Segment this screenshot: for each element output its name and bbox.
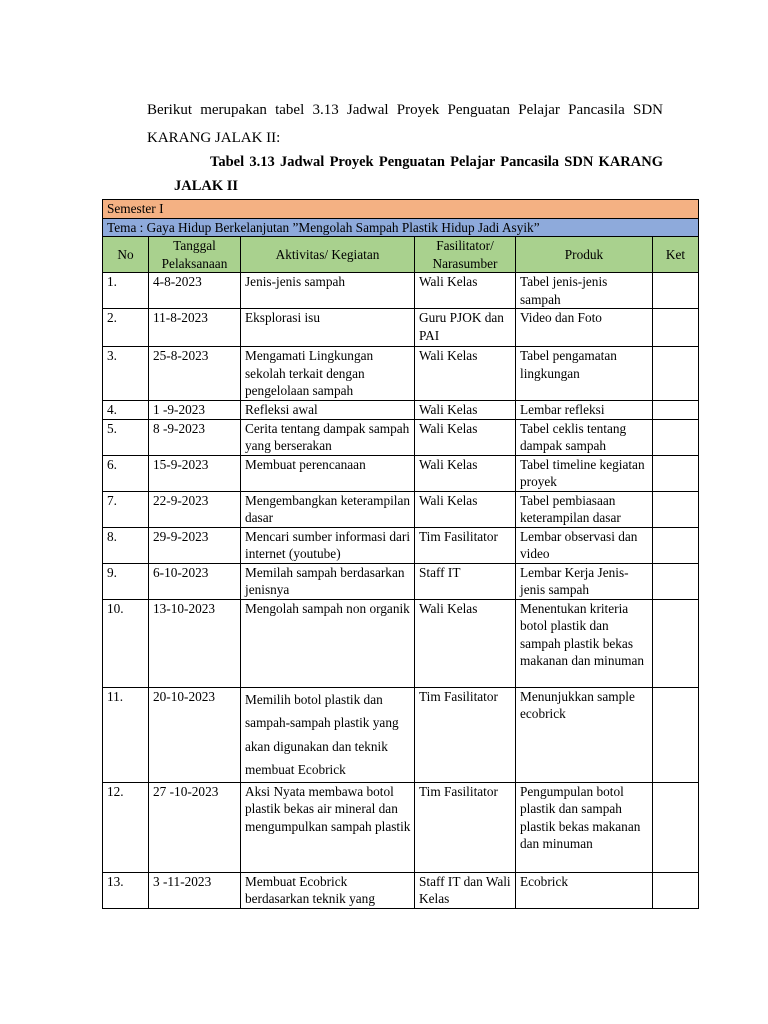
- cell-aktivitas: Mengamati Lingkungan sekolah terkait dengan pengelolaan sampah: [241, 347, 415, 401]
- cell-fasilitator: Wali Kelas: [415, 491, 516, 527]
- cell-fasilitator: Wali Kelas: [415, 455, 516, 491]
- cell-tanggal: 22-9-2023: [149, 491, 241, 527]
- cell-produk: Lembar refleksi: [516, 401, 653, 420]
- cell-no: 6.: [103, 455, 149, 491]
- cell-produk: Tabel timeline kegiatan proyek: [516, 455, 653, 491]
- cell-ket: [653, 347, 699, 401]
- cell-tanggal: 15-9-2023: [149, 455, 241, 491]
- cell-ket: [653, 563, 699, 599]
- cell-tanggal: 27 -10-2023: [149, 782, 241, 872]
- cell-produk: Menentukan kriteria botol plastik dan sampah plastik bekas makanan dan minuman: [516, 599, 653, 687]
- cell-aktivitas: Membuat Ecobrick berdasarkan teknik yang: [241, 872, 415, 908]
- cell-tanggal: 3 -11-2023: [149, 872, 241, 908]
- cell-no: 4.: [103, 401, 149, 420]
- cell-ket: [653, 491, 699, 527]
- cell-fasilitator: Tim Fasilitator: [415, 687, 516, 782]
- cell-no: 5.: [103, 419, 149, 455]
- table-row: [103, 491, 699, 527]
- cell-ket: [653, 599, 699, 687]
- cell-ket: [653, 419, 699, 455]
- cell-tanggal: 13-10-2023: [149, 599, 241, 687]
- cell-no: 3.: [103, 347, 149, 401]
- cell-fasilitator: Tim Fasilitator: [415, 527, 516, 563]
- cell-aktivitas: Membuat perencanaan: [241, 455, 415, 491]
- table-row: [103, 273, 699, 309]
- cell-tanggal: 25-8-2023: [149, 347, 241, 401]
- table-row: [103, 309, 699, 347]
- cell-ket: [653, 687, 699, 782]
- cell-ket: [653, 309, 699, 347]
- table-caption: [174, 150, 663, 198]
- cell-no: 1.: [103, 273, 149, 309]
- semester-cell: Semester I: [103, 200, 699, 219]
- cell-produk: Tabel pengamatan lingkungan: [516, 347, 653, 401]
- intro-line-1: Berikut merupakan tabel 3.13 Jadwal Proyek Penguatan Pelajar Pancasila SDN: [147, 102, 663, 118]
- cell-aktivitas: Eksplorasi isu: [241, 309, 415, 347]
- cell-produk: Tabel pembiasaan keterampilan dasar: [516, 491, 653, 527]
- cell-no: 7.: [103, 491, 149, 527]
- cell-aktivitas: Mencari sumber informasi dari internet (youtube): [241, 527, 415, 563]
- cell-no: 11.: [103, 687, 149, 782]
- tema-row: [103, 218, 699, 237]
- cell-no: 13.: [103, 872, 149, 908]
- table-row: [103, 687, 699, 782]
- header-produk: Produk: [516, 237, 653, 273]
- semester-row: [103, 200, 699, 219]
- cell-tanggal: 29-9-2023: [149, 527, 241, 563]
- table-row: [103, 599, 699, 687]
- schedule-table: [102, 199, 699, 909]
- cell-aktivitas: Mengembangkan keterampilan dasar: [241, 491, 415, 527]
- header-fasilitator: Fasilitator/ Narasumber: [415, 237, 516, 273]
- table-row: [103, 419, 699, 455]
- cell-aktivitas: Refleksi awal: [241, 401, 415, 420]
- cell-ket: [653, 782, 699, 872]
- cell-fasilitator: Wali Kelas: [415, 401, 516, 420]
- cell-fasilitator: Guru PJOK dan PAI: [415, 309, 516, 347]
- cell-ket: [653, 872, 699, 908]
- intro-paragraph: [147, 96, 663, 152]
- cell-produk: Pengumpulan botol plastik dan sampah plastik bekas makanan dan minuman: [516, 782, 653, 872]
- cell-fasilitator: Staff IT dan Wali Kelas: [415, 872, 516, 908]
- cell-fasilitator: Staff IT: [415, 563, 516, 599]
- header-aktivitas: Aktivitas/ Kegiatan: [241, 237, 415, 273]
- cell-tanggal: 8 -9-2023: [149, 419, 241, 455]
- cell-produk: Lembar Kerja Jenis-jenis sampah: [516, 563, 653, 599]
- cell-ket: [653, 455, 699, 491]
- table-row: [103, 347, 699, 401]
- cell-tanggal: 11-8-2023: [149, 309, 241, 347]
- cell-fasilitator: Wali Kelas: [415, 273, 516, 309]
- cell-tanggal: 1 -9-2023: [149, 401, 241, 420]
- cell-aktivitas: Mengolah sampah non organik: [241, 599, 415, 687]
- cell-no: 2.: [103, 309, 149, 347]
- header-no: No: [103, 237, 149, 273]
- cell-produk: Lembar observasi dan video: [516, 527, 653, 563]
- cell-produk: Tabel ceklis tentang dampak sampah: [516, 419, 653, 455]
- cell-ket: [653, 527, 699, 563]
- header-ket: Ket: [653, 237, 699, 273]
- caption-line-2: JALAK II: [174, 178, 239, 194]
- intro-line-2: KARANG JALAK II:: [147, 130, 281, 146]
- header-tanggal: Tanggal Pelaksanaan: [149, 237, 241, 273]
- cell-fasilitator: Wali Kelas: [415, 599, 516, 687]
- cell-no: 10.: [103, 599, 149, 687]
- cell-tanggal: 4-8-2023: [149, 273, 241, 309]
- cell-fasilitator: Wali Kelas: [415, 347, 516, 401]
- cell-fasilitator: Tim Fasilitator: [415, 782, 516, 872]
- table-row: [103, 782, 699, 872]
- table-row: [103, 527, 699, 563]
- cell-tanggal: 6-10-2023: [149, 563, 241, 599]
- table-row: [103, 563, 699, 599]
- cell-aktivitas: Cerita tentang dampak sampah yang berserakan: [241, 419, 415, 455]
- table-row: [103, 401, 699, 420]
- cell-tanggal: 20-10-2023: [149, 687, 241, 782]
- cell-ket: [653, 401, 699, 420]
- tema-cell: Tema : Gaya Hidup Berkelanjutan ”Mengolah Sampah Plastik Hidup Jadi Asyik”: [103, 218, 699, 237]
- cell-no: 9.: [103, 563, 149, 599]
- cell-no: 8.: [103, 527, 149, 563]
- cell-no: 12.: [103, 782, 149, 872]
- cell-ket: [653, 273, 699, 309]
- cell-produk: Ecobrick: [516, 872, 653, 908]
- cell-aktivitas: Memilah sampah berdasarkan jenisnya: [241, 563, 415, 599]
- header-row: [103, 237, 699, 273]
- cell-aktivitas: Aksi Nyata membawa botol plastik bekas air mineral dan mengumpulkan sampah plastik: [241, 782, 415, 872]
- cell-produk: Tabel jenis-jenis sampah: [516, 273, 653, 309]
- cell-aktivitas: Memilih botol plastik dan sampah-sampah plastik yang akan digunakan dan teknik membuat Ecobrick: [241, 687, 415, 782]
- cell-produk: Video dan Foto: [516, 309, 653, 347]
- table-row: [103, 455, 699, 491]
- caption-line-1: Tabel 3.13 Jadwal Proyek Penguatan Pelajar Pancasila SDN KARANG: [210, 154, 663, 170]
- cell-produk: Menunjukkan sample ecobrick: [516, 687, 653, 782]
- table-row: [103, 872, 699, 908]
- cell-aktivitas: Jenis-jenis sampah: [241, 273, 415, 309]
- cell-fasilitator: Wali Kelas: [415, 419, 516, 455]
